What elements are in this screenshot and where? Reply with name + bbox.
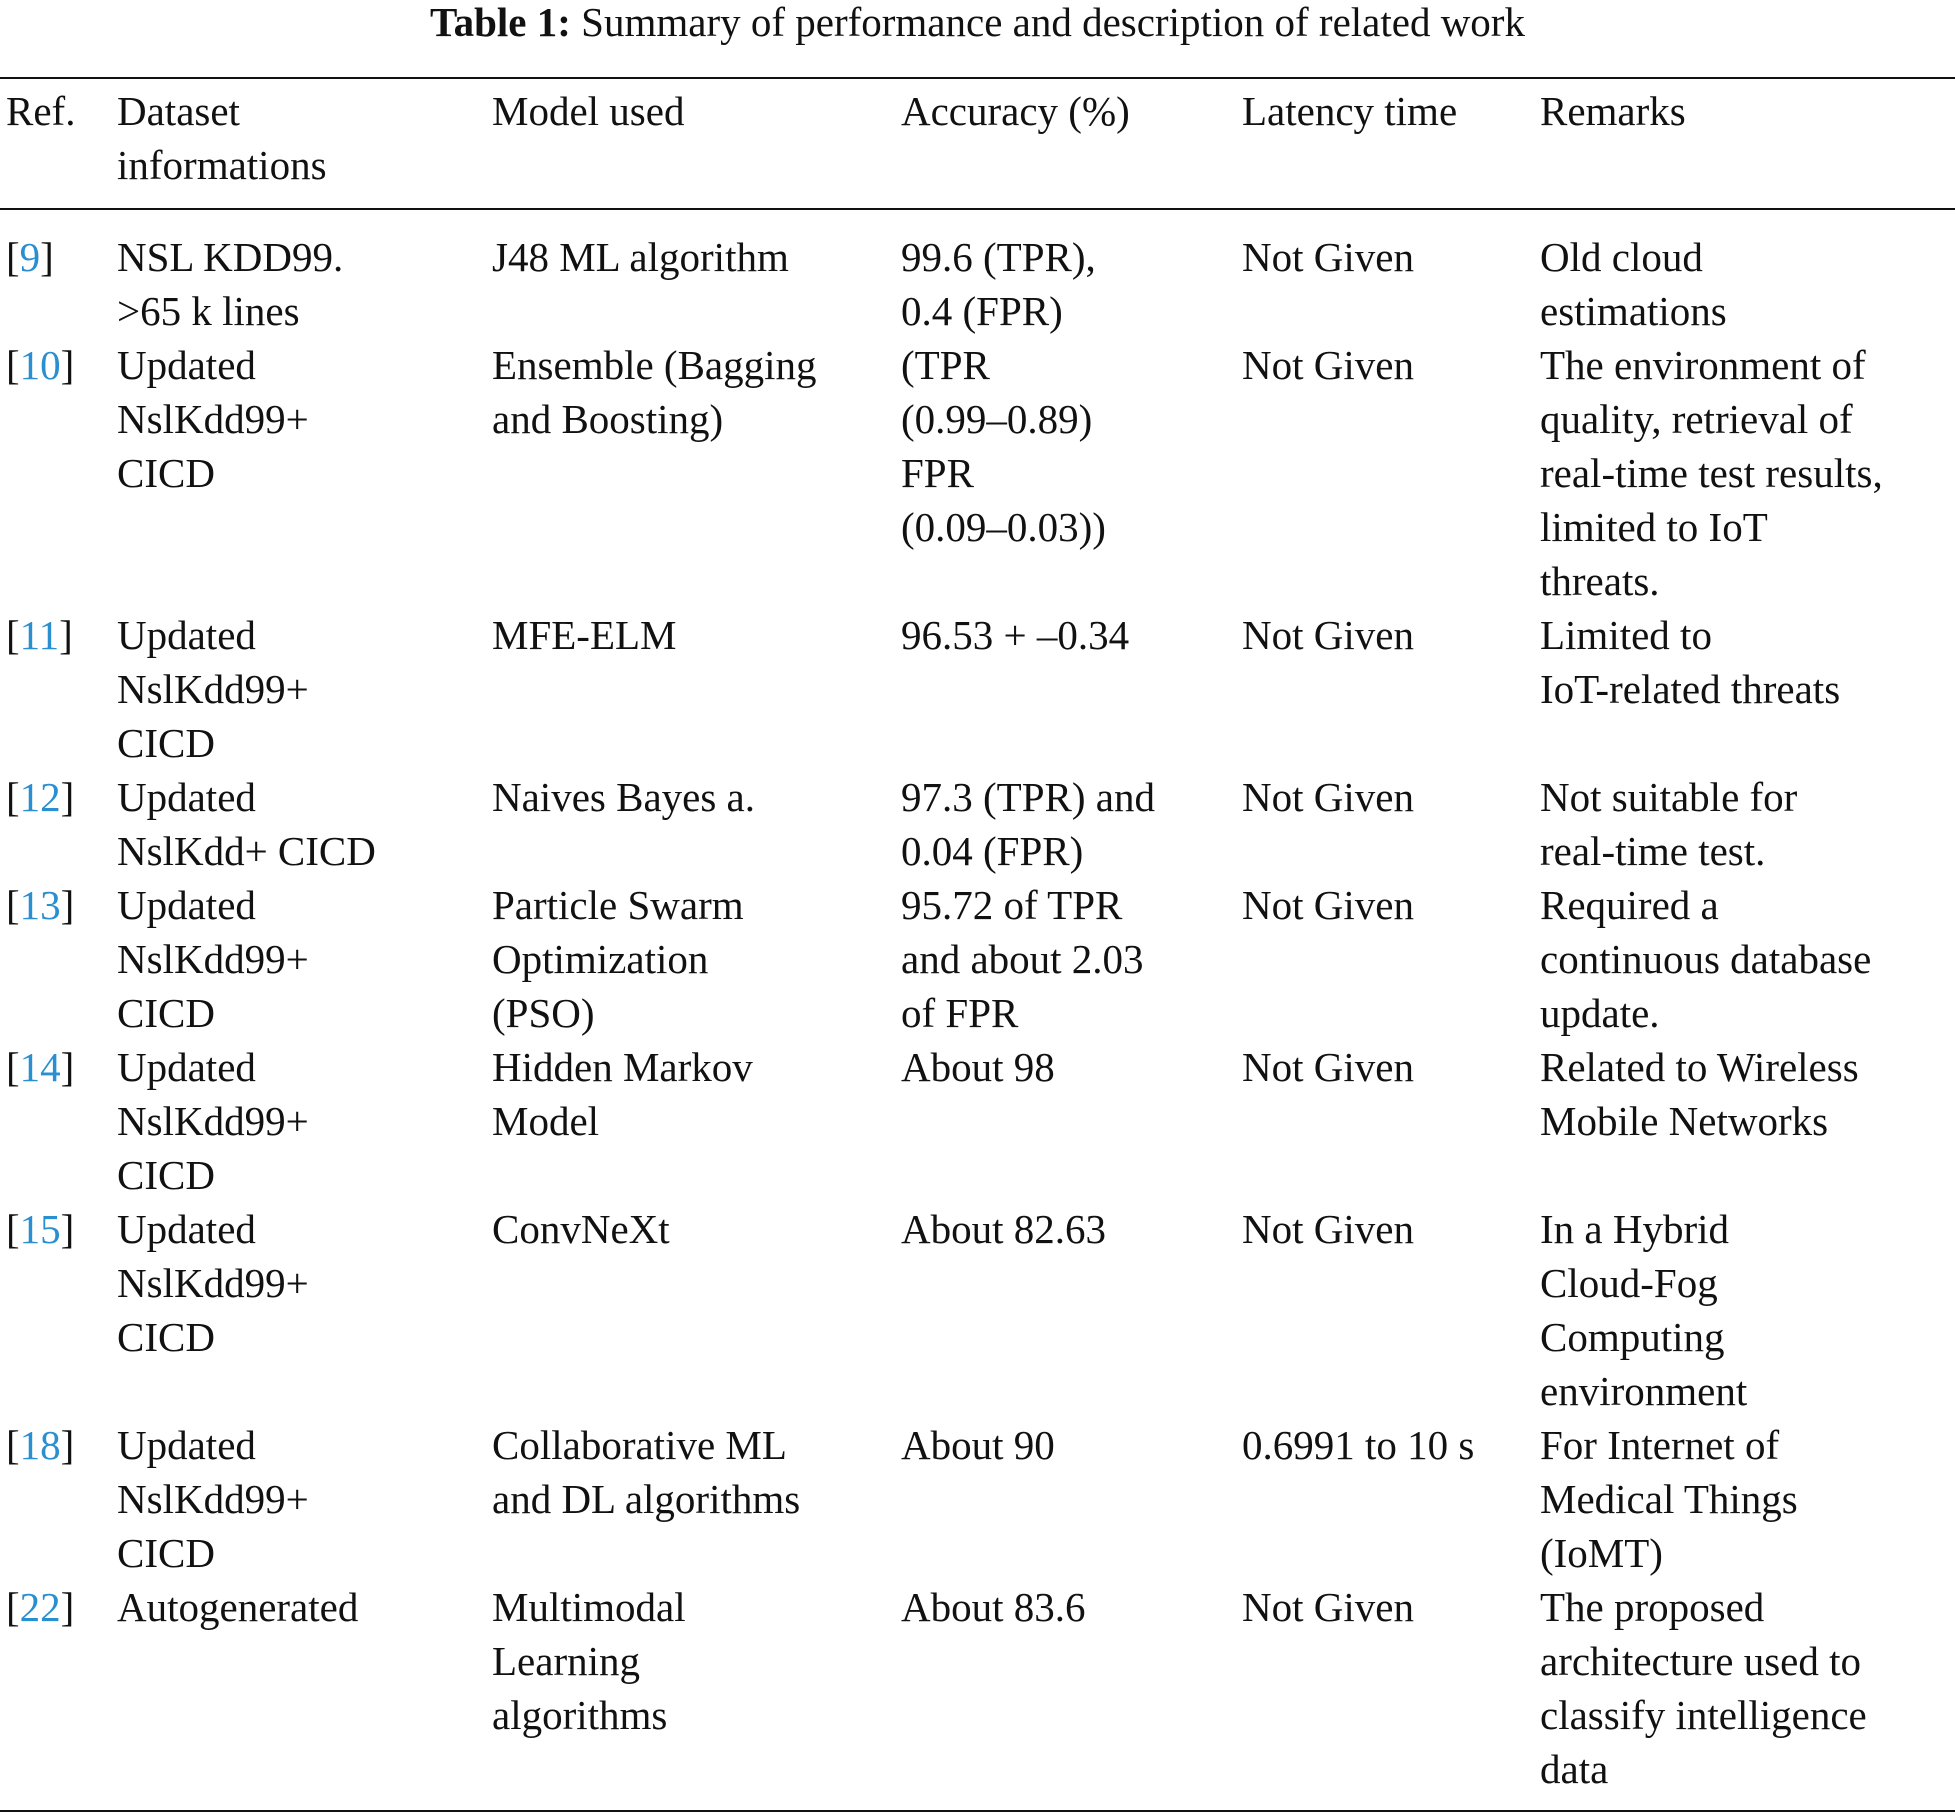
- dataset-line: CICD: [117, 990, 215, 1036]
- dataset-line: NslKdd99+: [117, 936, 309, 982]
- remarks-line: continuous database: [1540, 936, 1872, 982]
- remarks-line: quality, retrieval of: [1540, 396, 1853, 442]
- model-line: and DL algorithms: [492, 1476, 801, 1522]
- dataset-cell: [117, 338, 492, 608]
- dataset-cell: [117, 878, 492, 1040]
- dataset-line: CICD: [117, 1152, 215, 1198]
- remarks-line: Old cloud: [1540, 234, 1703, 280]
- latency-line: Not Given: [1242, 234, 1414, 280]
- model-line: Optimization: [492, 936, 709, 982]
- model-line: MFE-ELM: [492, 612, 677, 658]
- dataset-line: CICD: [117, 1314, 215, 1360]
- table-row: [0, 1418, 1955, 1580]
- header-line: Model used: [492, 88, 685, 134]
- accuracy-line: of FPR: [901, 990, 1019, 1036]
- header-line: Dataset: [117, 88, 240, 134]
- accuracy-line: About 82.63: [901, 1206, 1106, 1252]
- dataset-line: NslKdd99+: [117, 396, 309, 442]
- accuracy-line: About 83.6: [901, 1584, 1086, 1630]
- accuracy-cell: [901, 770, 1242, 878]
- model-cell: [492, 608, 901, 770]
- model-cell: [492, 210, 901, 338]
- remarks-line: IoT-related threats: [1540, 666, 1841, 712]
- remarks-cell: [1540, 770, 1955, 878]
- latency-cell: [1242, 338, 1540, 608]
- table-row: [0, 1040, 1955, 1202]
- model-cell: [492, 1580, 901, 1796]
- remarks-line: data: [1540, 1746, 1609, 1792]
- bottom-rule: [0, 1810, 1955, 1812]
- dataset-cell: [117, 1418, 492, 1580]
- accuracy-line: 95.72 of TPR: [901, 882, 1123, 928]
- latency-line: Not Given: [1242, 1584, 1414, 1630]
- model-line: and Boosting): [492, 396, 724, 442]
- ref-cell: [12]: [6, 774, 75, 820]
- latency-line: Not Given: [1242, 774, 1414, 820]
- model-cell: [492, 878, 901, 1040]
- dataset-cell: [117, 1202, 492, 1418]
- ref-link[interactable]: 10: [19, 342, 61, 388]
- table-row: [0, 338, 1955, 608]
- accuracy-cell: [901, 878, 1242, 1040]
- latency-cell: [1242, 1040, 1540, 1202]
- accuracy-line: 97.3 (TPR) and: [901, 774, 1155, 820]
- table-row: [0, 770, 1955, 878]
- accuracy-line: and about 2.03: [901, 936, 1144, 982]
- accuracy-cell: [901, 1202, 1242, 1418]
- top-rule: [0, 77, 1955, 79]
- dataset-line: Updated: [117, 1206, 256, 1252]
- table-caption: [0, 0, 1955, 44]
- remarks-line: Related to Wireless: [1540, 1044, 1859, 1090]
- accuracy-cell: [901, 338, 1242, 608]
- remarks-line: Medical Things: [1540, 1476, 1798, 1522]
- remarks-cell: [1540, 878, 1955, 1040]
- remarks-cell: [1540, 1040, 1955, 1202]
- accuracy-line: About 98: [901, 1044, 1055, 1090]
- accuracy-line: 0.04 (FPR): [901, 828, 1084, 874]
- model-line: Hidden Markov: [492, 1044, 753, 1090]
- remarks-line: In a Hybrid: [1540, 1206, 1730, 1252]
- remarks-line: Cloud-Fog: [1540, 1260, 1718, 1306]
- model-cell: [492, 1202, 901, 1418]
- dataset-line: Updated: [117, 882, 256, 928]
- table-row: [0, 1580, 1955, 1796]
- header-dataset: [117, 80, 492, 210]
- remarks-line: real-time test results,: [1540, 450, 1883, 496]
- latency-cell: [1242, 608, 1540, 770]
- accuracy-line: (0.99–0.89): [901, 396, 1093, 442]
- ref-link[interactable]: 18: [19, 1422, 61, 1468]
- dataset-cell: [117, 210, 492, 338]
- latency-cell: [1242, 770, 1540, 878]
- latency-line: Not Given: [1242, 882, 1414, 928]
- header-remarks: [1540, 80, 1955, 210]
- dataset-line: NSL KDD99.: [117, 234, 344, 280]
- dataset-line: NslKdd+ CICD: [117, 828, 376, 874]
- dataset-line: Updated: [117, 1044, 256, 1090]
- dataset-line: Autogenerated: [117, 1584, 359, 1630]
- remarks-cell: [1540, 608, 1955, 770]
- latency-cell: [1242, 1418, 1540, 1580]
- model-line: Model: [492, 1098, 600, 1144]
- model-cell: [492, 1040, 901, 1202]
- model-line: J48 ML algorithm: [492, 234, 789, 280]
- header-accuracy: [901, 80, 1242, 210]
- ref-cell: [18]: [6, 1422, 75, 1468]
- accuracy-cell: [901, 210, 1242, 338]
- dataset-line: >65 k lines: [117, 288, 300, 334]
- model-line: Collaborative ML: [492, 1422, 787, 1468]
- remarks-cell: [1540, 1580, 1955, 1796]
- dataset-cell: [117, 770, 492, 878]
- header-row: [0, 80, 1955, 210]
- latency-cell: [1242, 1580, 1540, 1796]
- ref-link[interactable]: 12: [19, 774, 61, 820]
- header-latency: [1242, 80, 1540, 210]
- caption-label: Table 1:: [430, 0, 571, 45]
- ref-cell: [13]: [6, 882, 75, 928]
- table-row: [0, 1202, 1955, 1418]
- accuracy-line: 96.53 + –0.34: [901, 612, 1130, 658]
- header-line: Ref.: [6, 88, 76, 134]
- header-ref: [0, 80, 117, 210]
- model-cell: [492, 338, 901, 608]
- accuracy-line: About 90: [901, 1422, 1055, 1468]
- accuracy-cell: [901, 1040, 1242, 1202]
- ref-cell: [14]: [6, 1044, 75, 1090]
- remarks-line: threats.: [1540, 558, 1660, 604]
- ref-cell: [9]: [6, 234, 54, 280]
- dataset-line: NslKdd99+: [117, 666, 309, 712]
- dataset-line: NslKdd99+: [117, 1098, 309, 1144]
- header-model: [492, 80, 901, 210]
- ref-link[interactable]: 15: [19, 1206, 61, 1252]
- table-body: [0, 210, 1955, 1796]
- latency-cell: [1242, 878, 1540, 1040]
- model-line: algorithms: [492, 1692, 668, 1738]
- latency-line: Not Given: [1242, 1044, 1414, 1090]
- accuracy-line: 0.4 (FPR): [901, 288, 1063, 334]
- remarks-line: Mobile Networks: [1540, 1098, 1829, 1144]
- ref-link[interactable]: 14: [19, 1044, 61, 1090]
- remarks-line: The proposed: [1540, 1584, 1765, 1630]
- ref-link[interactable]: 9: [19, 234, 41, 280]
- remarks-cell: [1540, 338, 1955, 608]
- caption-text: Summary of performance and description of related work: [581, 0, 1525, 45]
- model-cell: [492, 1418, 901, 1580]
- dataset-line: NslKdd99+: [117, 1260, 309, 1306]
- dataset-line: Updated: [117, 774, 256, 820]
- dataset-cell: [117, 1580, 492, 1796]
- table-row: [0, 210, 1955, 338]
- dataset-line: Updated: [117, 342, 256, 388]
- remarks-cell: [1540, 1202, 1955, 1418]
- latency-line: Not Given: [1242, 342, 1414, 388]
- dataset-cell: [117, 608, 492, 770]
- remarks-line: limited to IoT: [1540, 504, 1768, 550]
- accuracy-cell: [901, 608, 1242, 770]
- header-line: informations: [117, 142, 327, 188]
- model-line: Particle Swarm: [492, 882, 744, 928]
- related-work-table: [0, 80, 1955, 1796]
- dataset-line: CICD: [117, 450, 215, 496]
- model-line: ConvNeXt: [492, 1206, 670, 1252]
- accuracy-cell: [901, 1418, 1242, 1580]
- latency-cell: [1242, 1202, 1540, 1418]
- remarks-line: The environment of: [1540, 342, 1866, 388]
- dataset-line: CICD: [117, 720, 215, 766]
- model-cell: [492, 770, 901, 878]
- remarks-line: real-time test.: [1540, 828, 1766, 874]
- table-row: [0, 608, 1955, 770]
- ref-cell: [10]: [6, 342, 75, 388]
- dataset-line: Updated: [117, 612, 256, 658]
- remarks-line: classify intelligence: [1540, 1692, 1867, 1738]
- remarks-line: For Internet of: [1540, 1422, 1780, 1468]
- remarks-line: Not suitable for: [1540, 774, 1798, 820]
- model-line: (PSO): [492, 990, 595, 1036]
- model-line: Multimodal: [492, 1584, 686, 1630]
- header-line: Latency time: [1242, 88, 1458, 134]
- ref-cell: [22]: [6, 1584, 75, 1630]
- remarks-line: Computing: [1540, 1314, 1725, 1360]
- ref-link[interactable]: 22: [19, 1584, 61, 1630]
- accuracy-line: (TPR: [901, 342, 990, 388]
- accuracy-line: FPR: [901, 450, 974, 496]
- remarks-cell: [1540, 210, 1955, 338]
- remarks-line: Required a: [1540, 882, 1719, 928]
- model-line: Naives Bayes a.: [492, 774, 755, 820]
- ref-link[interactable]: 11: [19, 612, 60, 658]
- ref-cell: [15]: [6, 1206, 75, 1252]
- remarks-line: environment: [1540, 1368, 1748, 1414]
- header-line: Remarks: [1540, 88, 1686, 134]
- dataset-line: Updated: [117, 1422, 256, 1468]
- dataset-line: CICD: [117, 1530, 215, 1576]
- latency-line: Not Given: [1242, 612, 1414, 658]
- ref-link[interactable]: 13: [19, 882, 61, 928]
- latency-line: 0.6991 to 10 s: [1242, 1422, 1475, 1468]
- remarks-line: estimations: [1540, 288, 1727, 334]
- dataset-line: NslKdd99+: [117, 1476, 309, 1522]
- remarks-line: update.: [1540, 990, 1660, 1036]
- accuracy-line: (0.09–0.03)): [901, 504, 1106, 550]
- remarks-line: (IoMT): [1540, 1530, 1663, 1576]
- remarks-cell: [1540, 1418, 1955, 1580]
- model-line: Learning: [492, 1638, 640, 1684]
- ref-cell: [11]: [6, 612, 73, 658]
- latency-line: Not Given: [1242, 1206, 1414, 1252]
- accuracy-cell: [901, 1580, 1242, 1796]
- latency-cell: [1242, 210, 1540, 338]
- header-line: Accuracy (%): [901, 88, 1130, 134]
- table-row: [0, 878, 1955, 1040]
- remarks-line: Limited to: [1540, 612, 1712, 658]
- remarks-line: architecture used to: [1540, 1638, 1862, 1684]
- model-line: Ensemble (Bagging: [492, 342, 817, 388]
- accuracy-line: 99.6 (TPR),: [901, 234, 1096, 280]
- dataset-cell: [117, 1040, 492, 1202]
